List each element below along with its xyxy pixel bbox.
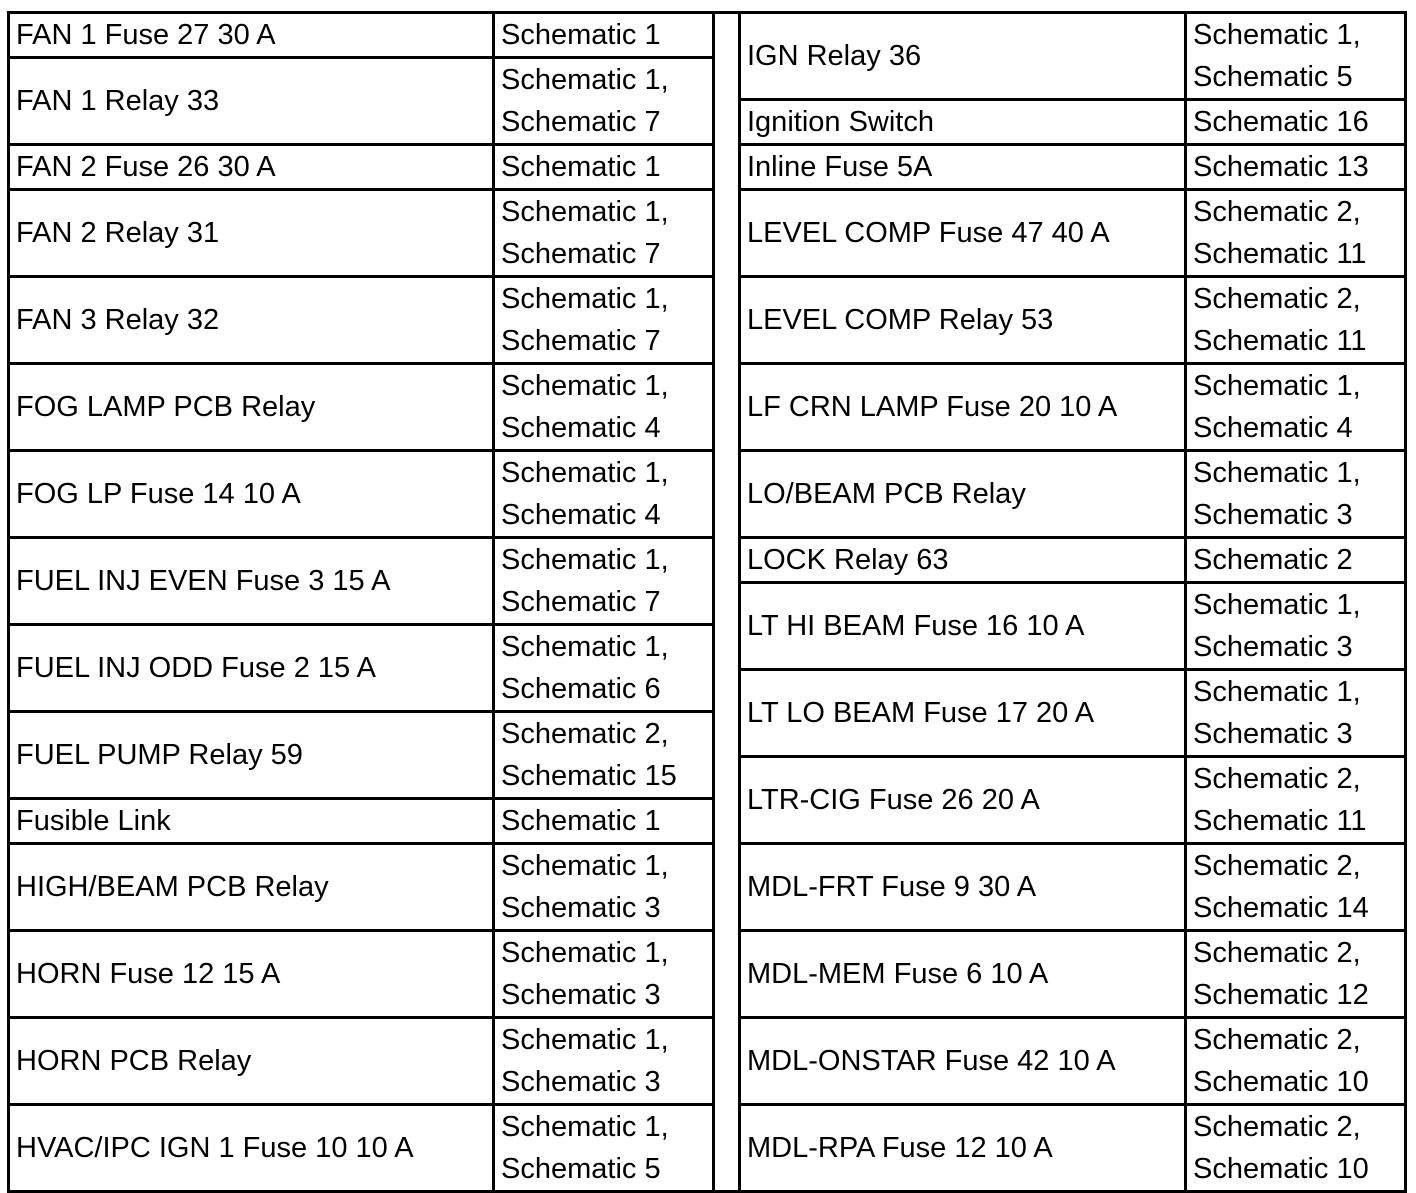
- right-schematic-reference: [1186, 931, 1406, 1018]
- right-schematic-reference: [1186, 277, 1406, 364]
- schematic-ref-line: Schematic 1,: [501, 196, 669, 228]
- schematic-ref-line: Schematic 2,: [1193, 283, 1361, 315]
- component-index-body: [9, 13, 1406, 1192]
- right-component-name: Ignition Switch: [740, 100, 1186, 145]
- schematic-ref-line: Schematic 3: [501, 1066, 661, 1098]
- schematic-ref-line: Schematic 2: [1193, 544, 1353, 576]
- right-component-name: LOCK Relay 63: [740, 538, 1186, 583]
- schematic-ref-line: Schematic 7: [501, 106, 661, 138]
- left-schematic-reference: [494, 625, 714, 712]
- schematic-ref-line: Schematic 3: [501, 892, 661, 924]
- right-schematic-reference: [1186, 1105, 1406, 1192]
- schematic-ref-line: Schematic 12: [1193, 979, 1369, 1011]
- schematic-ref-line: Schematic 1,: [501, 64, 669, 96]
- schematic-ref-line: Schematic 2,: [1193, 937, 1361, 969]
- right-schematic-reference: [1186, 844, 1406, 931]
- schematic-ref-line: Schematic 6: [501, 673, 661, 705]
- right-schematic-reference: [1186, 1018, 1406, 1105]
- schematic-ref-line: Schematic 5: [1193, 61, 1353, 93]
- schematic-ref-line: Schematic 3: [1193, 631, 1353, 663]
- right-component-name: MDL-MEM Fuse 6 10 A: [740, 931, 1186, 1018]
- schematic-ref-line: Schematic 1,: [501, 544, 669, 576]
- left-schematic-reference: [494, 712, 714, 799]
- left-schematic-reference: [494, 844, 714, 931]
- left-schematic-reference: [494, 13, 714, 58]
- right-component-name: MDL-RPA Fuse 12 10 A: [740, 1105, 1186, 1192]
- schematic-ref-line: Schematic 3: [1193, 499, 1353, 531]
- schematic-ref-line: Schematic 2,: [1193, 763, 1361, 795]
- schematic-ref-line: Schematic 1,: [1193, 676, 1361, 708]
- left-component-name: HORN PCB Relay: [9, 1018, 494, 1105]
- left-schematic-reference: [494, 1018, 714, 1105]
- left-component-name: FAN 3 Relay 32: [9, 277, 494, 364]
- schematic-ref-line: Schematic 15: [501, 760, 677, 792]
- left-component-name: FOG LAMP PCB Relay: [9, 364, 494, 451]
- schematic-ref-line: Schematic 1,: [1193, 589, 1361, 621]
- schematic-ref-line: Schematic 1,: [501, 1024, 669, 1056]
- right-schematic-reference: [1186, 583, 1406, 670]
- left-component-name: FAN 1 Fuse 27 30 A: [9, 13, 494, 58]
- right-schematic-reference: [1186, 670, 1406, 757]
- left-schematic-reference: [494, 145, 714, 190]
- schematic-ref-line: Schematic 1,: [501, 370, 669, 402]
- schematic-ref-line: Schematic 7: [501, 586, 661, 618]
- schematic-ref-line: Schematic 4: [1193, 412, 1353, 444]
- right-component-name: LEVEL COMP Fuse 47 40 A: [740, 190, 1186, 277]
- schematic-ref-line: Schematic 10: [1193, 1153, 1369, 1185]
- schematic-ref-line: Schematic 16: [1193, 106, 1369, 138]
- left-component-name: FAN 2 Relay 31: [9, 190, 494, 277]
- right-schematic-reference: [1186, 190, 1406, 277]
- schematic-ref-line: Schematic 2,: [1193, 1024, 1361, 1056]
- left-component-name: FUEL PUMP Relay 59: [9, 712, 494, 799]
- left-component-name: FAN 2 Fuse 26 30 A: [9, 145, 494, 190]
- schematic-ref-line: Schematic 3: [1193, 718, 1353, 750]
- right-schematic-reference: [1186, 13, 1406, 100]
- right-schematic-reference: [1186, 145, 1406, 190]
- schematic-ref-line: Schematic 13: [1193, 151, 1369, 183]
- right-component-name: LEVEL COMP Relay 53: [740, 277, 1186, 364]
- schematic-ref-line: Schematic 4: [501, 412, 661, 444]
- schematic-ref-line: Schematic 4: [501, 499, 661, 531]
- left-component-name: FAN 1 Relay 33: [9, 58, 494, 145]
- left-schematic-reference: [494, 364, 714, 451]
- schematic-ref-line: Schematic 10: [1193, 1066, 1369, 1098]
- right-schematic-reference: [1186, 451, 1406, 538]
- left-component-name: FOG LP Fuse 14 10 A: [9, 451, 494, 538]
- left-schematic-reference: [494, 799, 714, 844]
- schematic-ref-line: Schematic 2,: [1193, 1111, 1361, 1143]
- right-schematic-reference: [1186, 538, 1406, 583]
- schematic-ref-line: Schematic 1,: [501, 457, 669, 489]
- schematic-ref-line: Schematic 3: [501, 979, 661, 1011]
- left-schematic-reference: [494, 58, 714, 145]
- left-component-name: HORN Fuse 12 15 A: [9, 931, 494, 1018]
- schematic-ref-line: Schematic 2,: [1193, 196, 1361, 228]
- schematic-ref-line: Schematic 1,: [1193, 457, 1361, 489]
- table-row: [9, 145, 1406, 190]
- schematic-ref-line: Schematic 2,: [1193, 850, 1361, 882]
- schematic-ref-line: Schematic 5: [501, 1153, 661, 1185]
- schematic-ref-line: Schematic 1,: [1193, 19, 1361, 51]
- schematic-ref-line: Schematic 7: [501, 238, 661, 270]
- schematic-ref-line: Schematic 1: [501, 19, 661, 51]
- right-component-name: MDL-FRT Fuse 9 30 A: [740, 844, 1186, 931]
- left-schematic-reference: [494, 277, 714, 364]
- schematic-ref-line: Schematic 1: [501, 151, 661, 183]
- schematic-ref-line: Schematic 1,: [501, 850, 669, 882]
- schematic-ref-line: Schematic 1,: [501, 283, 669, 315]
- schematic-ref-line: Schematic 11: [1193, 805, 1367, 837]
- left-schematic-reference: [494, 931, 714, 1018]
- left-schematic-reference: [494, 190, 714, 277]
- right-component-name: LO/BEAM PCB Relay: [740, 451, 1186, 538]
- right-schematic-reference: [1186, 100, 1406, 145]
- right-schematic-reference: [1186, 757, 1406, 844]
- left-schematic-reference: [494, 451, 714, 538]
- right-component-name: LT LO BEAM Fuse 17 20 A: [740, 670, 1186, 757]
- left-component-name: FUEL INJ ODD Fuse 2 15 A: [9, 625, 494, 712]
- left-component-name: FUEL INJ EVEN Fuse 3 15 A: [9, 538, 494, 625]
- right-component-name: LF CRN LAMP Fuse 20 10 A: [740, 364, 1186, 451]
- column-divider: [714, 13, 740, 1192]
- schematic-ref-line: Schematic 2,: [501, 718, 669, 750]
- schematic-ref-line: Schematic 11: [1193, 238, 1367, 270]
- schematic-ref-line: Schematic 1,: [1193, 370, 1361, 402]
- schematic-ref-line: Schematic 1,: [501, 937, 669, 969]
- left-component-name: HVAC/IPC IGN 1 Fuse 10 10 A: [9, 1105, 494, 1192]
- left-component-name: Fusible Link: [9, 799, 494, 844]
- schematic-ref-line: Schematic 1,: [501, 631, 669, 663]
- left-schematic-reference: [494, 538, 714, 625]
- left-schematic-reference: [494, 1105, 714, 1192]
- schematic-ref-line: Schematic 1,: [501, 1111, 669, 1143]
- table-row: [9, 538, 1406, 583]
- right-component-name: Inline Fuse 5A: [740, 145, 1186, 190]
- right-component-name: MDL-ONSTAR Fuse 42 10 A: [740, 1018, 1186, 1105]
- component-index-table: [7, 11, 1407, 1193]
- right-component-name: LTR-CIG Fuse 26 20 A: [740, 757, 1186, 844]
- schematic-ref-line: Schematic 14: [1193, 892, 1369, 924]
- right-component-name: IGN Relay 36: [740, 13, 1186, 100]
- schematic-ref-line: Schematic 11: [1193, 325, 1367, 357]
- right-schematic-reference: [1186, 364, 1406, 451]
- table-row: [9, 13, 1406, 58]
- schematic-ref-line: Schematic 1: [501, 805, 661, 837]
- schematic-ref-line: Schematic 7: [501, 325, 661, 357]
- left-component-name: HIGH/BEAM PCB Relay: [9, 844, 494, 931]
- right-component-name: LT HI BEAM Fuse 16 10 A: [740, 583, 1186, 670]
